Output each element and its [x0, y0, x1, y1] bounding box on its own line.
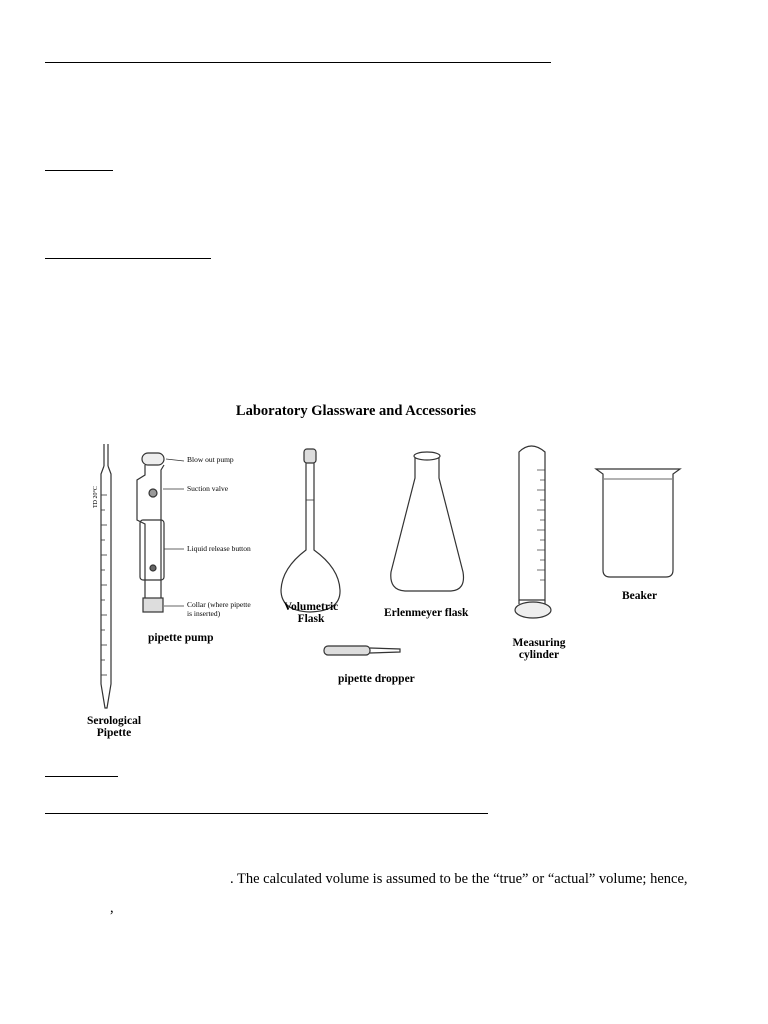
volumetric-flask-label: Volumetric Flask [283, 601, 339, 625]
liquid-release-annotation: Liquid release button [187, 544, 251, 553]
body-text-line-1: . The calculated volume is assumed to be the “true” or “actual” volume; hence, [230, 871, 688, 887]
suction-valve-annotation: Suction valve [187, 484, 229, 493]
pipette-pump-label: pipette pump [148, 632, 214, 644]
pipette-dropper-label: pipette dropper [338, 673, 415, 685]
blow-out-pump-annotation: Blow out pump [187, 455, 234, 464]
body-text-line-2: , [110, 900, 114, 916]
measuring-cylinder-label: Measuring cylinder [512, 637, 566, 661]
beaker-label: Beaker [622, 590, 658, 602]
collar-annotation: Collar (where pipette is inserted) [187, 600, 251, 618]
volumetric-flask-icon [281, 449, 340, 612]
serological-pipette-icon [101, 444, 111, 708]
serological-pipette-label: Serological Pipette [86, 715, 142, 739]
pipette-marking: TD 20°C [93, 486, 99, 508]
erlenmeyer-flask-icon [391, 452, 464, 591]
pipette-dropper-icon [324, 646, 400, 655]
figure-title: Laboratory Glassware and Accessories [235, 403, 477, 419]
erlenmeyer-flask-label: Erlenmeyer flask [384, 607, 469, 619]
beaker-icon [596, 469, 680, 577]
measuring-cylinder-icon [515, 446, 551, 618]
pipette-pump-icon [137, 453, 184, 612]
